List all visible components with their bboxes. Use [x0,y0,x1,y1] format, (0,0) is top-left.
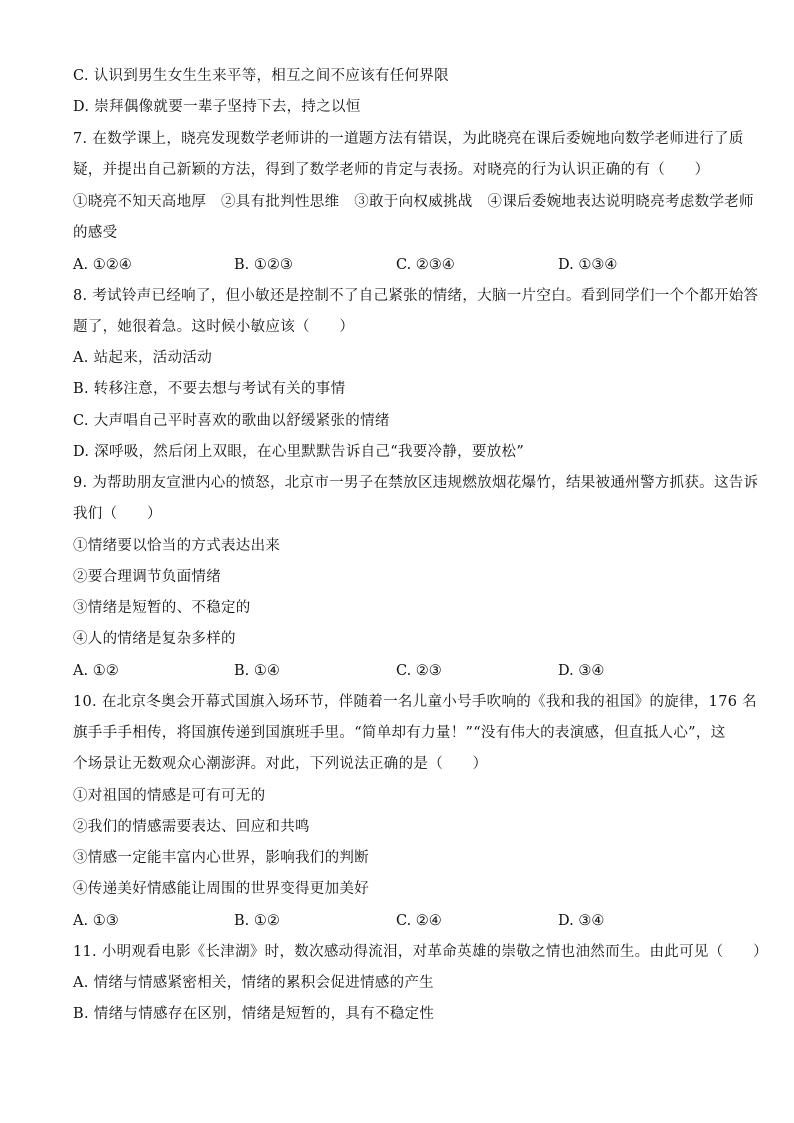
option-d: D. ③④ [558,913,605,929]
question-8-option-c: C. 大声唱自己平时喜欢的歌曲以舒缓紧张的情绪 [73,413,390,429]
question-11-stem: 11. 小明观看电影《长津湖》时，数次感动得流泪，对革命英雄的崇敬之情也油然而生。由此可见（ ） [73,944,768,960]
option-b: B. ①④ [234,663,280,679]
question-10-stem-line-1: 10. 在北京冬奥会开幕式国旗入场环节，伴随着一名儿童小号手吹响的《我和我的祖国》的旋律，176 名 [73,694,757,710]
question-9-statement-4: ④人的情绪是复杂多样的 [73,631,236,647]
question-6-option-c: C. 认识到男生女生生来平等，相互之间不应该有任何界限 [73,68,449,84]
question-10-statement-4: ④传递美好情感能让周围的世界变得更加美好 [73,881,369,897]
question-10-statement-3: ③情感一定能丰富内心世界，影响我们的判断 [73,850,369,866]
question-7-statements-cont: 的感受 [73,225,118,241]
option-a: A. ①② [73,663,119,679]
question-6-option-d: D. 崇拜偶像就要一辈子坚持下去，持之以恒 [73,99,361,115]
question-7-stem-line-2: 疑，并提出自己新颖的方法，得到了数学老师的肯定与表扬。对晓亮的行为认识正确的有（ ） [73,162,710,178]
option-d: D. ③④ [558,663,605,679]
question-8-stem-line-1: 8. 考试铃声已经响了，但小敏还是控制不了自己紧张的情绪，大脑一片空白。看到同学们一个个都开始答 [73,288,759,304]
question-8-option-a: A. 站起来，活动活动 [73,350,212,366]
option-a: A. ①②④ [73,257,132,273]
question-9-stem-line-2: 我们（ ） [73,506,162,522]
question-8-option-d: D. 深呼吸，然后闭上双眼，在心里默默告诉自己“我要冷静，要放松” [73,444,525,460]
question-7-stem-line-1: 7. 在数学课上，晓亮发现数学老师讲的一道题方法有错误，为此晓亮在课后委婉地向数学老师进行了质 [73,131,744,147]
option-c: C. ②③④ [396,257,455,273]
question-10-stem-line-3: 个场景让无数观众心潮澎湃。对此，下列说法正确的是（ ） [73,756,488,772]
option-a: A. ①③ [73,913,119,929]
option-c: C. ②③ [396,663,442,679]
question-9-stem-line-1: 9. 为帮助朋友宣泄内心的愤怒，北京市一男子在禁放区违规燃放烟花爆竹，结果被通州警方抓获。这告诉 [73,475,759,491]
question-8-option-b: B. 转移注意，不要去想与考试有关的事情 [73,381,346,397]
question-10-stem-line-2: 旗手手手相传，将国旗传递到国旗班手里。“简单却有力量！”“没有伟大的表演感，但直抵人心”，这 [73,725,726,741]
question-9-statement-2: ②要合理调节负面情绪 [73,569,221,585]
question-10-statement-2: ②我们的情感需要表达、回应和共鸣 [73,819,310,835]
question-9-statement-3: ③情绪是短暂的、不稳定的 [73,600,251,616]
option-b: B. ①② [234,913,280,929]
question-10-statement-1: ①对祖国的情感是可有可无的 [73,788,266,804]
question-11-option-a: A. 情绪与情感紧密相关，情绪的累积会促进情感的产生 [73,975,434,991]
question-11-option-b: B. 情绪与情感存在区别，情绪是短暂的，具有不稳定性 [73,1006,435,1022]
question-9-statement-1: ①情绪要以恰当的方式表达出来 [73,538,281,554]
option-d: D. ①③④ [558,257,618,273]
question-7-statements: ①晓亮不知天高地厚 ②具有批判性思维 ③敢于向权威挑战 ④课后委婉地表达说明晓亮考虑数学老师 [73,194,754,210]
question-8-stem-line-2: 题了，她很着急。这时候小敏应该（ ） [73,319,355,335]
option-b: B. ①②③ [234,257,293,273]
option-c: C. ②④ [396,913,442,929]
